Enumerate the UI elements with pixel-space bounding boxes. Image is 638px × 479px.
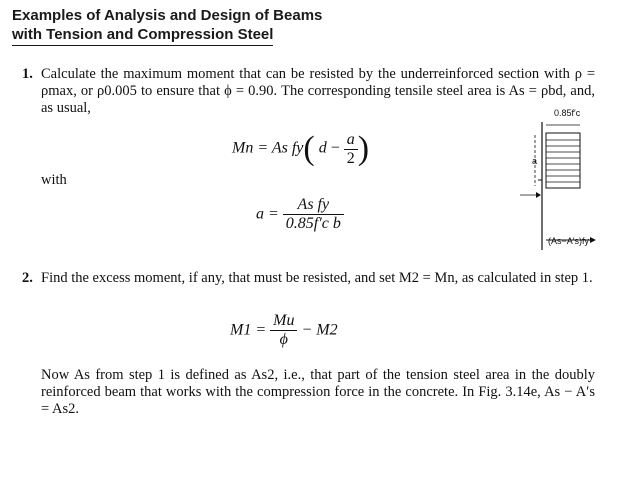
eq-mn-frac-num: a <box>344 131 358 150</box>
eq-a-lhs: a = <box>256 205 279 223</box>
closing-paragraph: Now As from step 1 is defined as As2, i.e., that part of the tension steel area in the doubly reinforced beam that works with the compression force in the concrete. In Fig. 3.14e, As − A′s = As2. <box>41 367 595 417</box>
eq-mn-d: d <box>318 139 327 157</box>
eq-mn-fraction <box>344 131 358 168</box>
with-label: with <box>41 172 67 188</box>
eq-mn-minus: − <box>330 139 340 157</box>
equation-mn: Mn = As fy( d − $\frac{a}{2}$ ) <box>232 130 370 167</box>
eq-m1-fraction <box>270 312 297 349</box>
eq-m1-rhs: − M2 <box>301 321 338 339</box>
diagram-top-label: 0.85f′c <box>554 108 581 118</box>
equation-m1 <box>230 312 338 349</box>
section-heading <box>12 6 322 46</box>
stress-block-hatching <box>546 140 580 182</box>
eq-mn-lhs: Mn <box>232 139 254 157</box>
step-2 <box>22 270 595 287</box>
step-2-text: Find the excess moment, if any, that must be resisted, and set M2 = Mn, as calculated in step 1. <box>41 270 593 286</box>
eq-a-fraction <box>283 196 344 233</box>
heading-line-2: with Tension and Compression Steel <box>12 25 273 46</box>
eq-mn-rhs-prefix: = As fy <box>257 139 304 157</box>
eq-a-den: 0.85f′c b <box>285 215 341 232</box>
step-1-text: Calculate the maximum moment that can be resisted by the underreinforced section with ρ = ρmax, or ρ0.005 to ensure that ϕ = 0.90. The corresponding tensile steel area is As = ρbd, and, as usual, <box>41 66 595 116</box>
diagram-a-label: a <box>532 156 538 166</box>
step-1-number: 1. <box>22 66 33 82</box>
eq-mn-frac-den: 2 <box>346 149 355 167</box>
step-2-number: 2. <box>22 270 33 286</box>
eq-a-num: As fy <box>283 196 344 215</box>
eq-m1-num: Mu <box>270 312 297 331</box>
arrowhead-icon <box>590 237 596 243</box>
diagram-force-label: (As−A′s)fy <box>548 236 589 246</box>
eq-m1-den: ϕ <box>279 331 288 348</box>
arrowhead-icon <box>536 192 541 198</box>
equation-a <box>256 196 344 233</box>
heading-line-1: Examples of Analysis and Design of Beams <box>12 7 323 24</box>
eq-m1-lhs: M1 = <box>230 321 267 339</box>
stress-block <box>546 133 580 188</box>
